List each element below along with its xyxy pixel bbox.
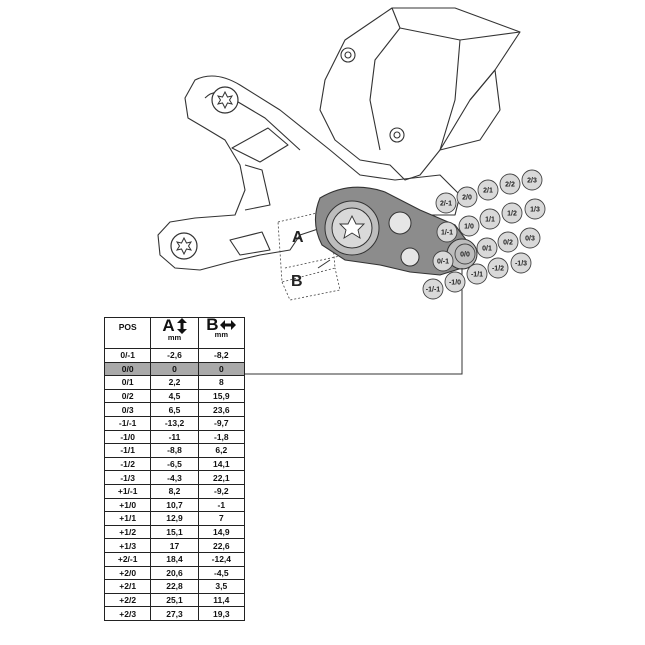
table-cell-pos: 0/3 [105,403,151,417]
table-cell-a: -6,5 [151,457,198,471]
position-circle [520,228,540,248]
table-cell-a: 6,5 [151,403,198,417]
table-row [105,389,245,403]
table-cell-a: 4,5 [151,389,198,403]
table-cell-b: 15,9 [198,389,244,403]
table-cell-b: 0 [198,362,244,376]
table-cell-a: 0 [151,362,198,376]
table-cell-b: -12,4 [198,552,244,566]
position-table [104,314,245,621]
position-label: 1/-1 [440,229,454,237]
table-row [105,349,245,363]
table-cell-pos: -1/2 [105,457,151,471]
table-cell-b: 23,6 [198,403,244,417]
table-cell-b: 19,3 [198,607,244,621]
table-row [105,498,245,512]
label-b: B [291,273,303,290]
table-header-row [105,318,245,349]
table-cell-a: 12,9 [151,512,198,526]
header-pos: POS [105,318,151,349]
position-circle [477,238,497,258]
position-circle [502,203,522,223]
table-cell-pos: 0/2 [105,389,151,403]
table-row [105,416,245,430]
table-cell-pos: 0/0 [105,362,151,376]
table-cell-pos: -1/3 [105,471,151,485]
position-label: 0/1 [482,245,492,253]
table-cell-a: -11 [151,430,198,444]
table-cell-a: 25,1 [151,593,198,607]
table-row [105,539,245,553]
position-label: -1/0 [448,279,462,287]
table-cell-a: 2,2 [151,376,198,390]
position-label: 2/2 [505,181,515,189]
table-cell-a: 18,4 [151,552,198,566]
header-b: B mm [198,318,244,349]
table-cell-b: -4,5 [198,566,244,580]
table-cell-a: 20,6 [151,566,198,580]
position-label: 0/-1 [436,258,450,266]
table-cell-b: -9,2 [198,484,244,498]
table-row [105,512,245,526]
position-circle [500,174,520,194]
table-row [105,552,245,566]
table-cell-b: -9,7 [198,416,244,430]
table-row [105,376,245,390]
table-cell-b: 7 [198,512,244,526]
position-label: 0/0 [460,251,470,259]
position-label: 0/2 [503,239,513,247]
table-row [105,471,245,485]
position-circles [423,170,545,299]
frame-bracket [320,8,520,180]
table-cell-b: 8 [198,376,244,390]
torx-bolt-upper [212,87,238,113]
position-label: -1/2 [491,265,505,273]
table-cell-pos: +2/3 [105,607,151,621]
position-label: 1/0 [464,223,474,231]
header-a: A mm [151,318,198,349]
table-cell-pos: -1/0 [105,430,151,444]
table-cell-pos: +1/2 [105,525,151,539]
position-circle [455,244,475,264]
table-cell-b: -1,8 [198,430,244,444]
table-cell-b: 3,5 [198,580,244,594]
position-circle [445,272,465,292]
position-circle [511,253,531,273]
position-label: -1/-1 [425,286,441,294]
position-circle [498,232,518,252]
table-cell-a: 15,1 [151,525,198,539]
position-label: 2/0 [462,194,472,202]
table-cell-b: 22,6 [198,539,244,553]
table-row [105,457,245,471]
table-cell-pos: +1/0 [105,498,151,512]
table-cell-a: -4,3 [151,471,198,485]
table-cell-b: 22,1 [198,471,244,485]
position-label: 1/2 [507,210,517,218]
table-row [105,403,245,417]
table-cell-pos: +2/1 [105,580,151,594]
position-label: -1/1 [470,271,484,279]
table-cell-pos: 0/-1 [105,349,151,363]
position-label: -1/3 [514,260,528,268]
position-circle [457,187,477,207]
table-cell-a: -8,8 [151,444,198,458]
table-row [105,566,245,580]
table-row [105,580,245,594]
table-row [105,593,245,607]
table-cell-pos: -1/1 [105,444,151,458]
table-cell-pos: +1/1 [105,512,151,526]
position-circle [437,222,457,242]
table-cell-pos: +1/3 [105,539,151,553]
table-cell-a: 10,7 [151,498,198,512]
table-cell-b: 11,4 [198,593,244,607]
position-circle [433,251,453,271]
table-row [105,484,245,498]
position-circle [525,199,545,219]
table-cell-pos: +2/2 [105,593,151,607]
table-body [105,349,245,621]
table-cell-pos: +1/-1 [105,484,151,498]
table-cell-pos: -1/-1 [105,416,151,430]
torx-bolt-lower [171,233,197,259]
table-cell-a: 17 [151,539,198,553]
table-cell-pos: 0/1 [105,376,151,390]
position-circle [436,193,456,213]
table-cell-a: -13,2 [151,416,198,430]
table-cell-pos: +2/-1 [105,552,151,566]
table-row [105,607,245,621]
table-row [105,430,245,444]
table-cell-a: 22,8 [151,580,198,594]
table-cell-a: -2,6 [151,349,198,363]
position-label: 2/3 [527,177,537,185]
table-row [105,444,245,458]
table-cell-b: -8,2 [198,349,244,363]
table-cell-a: 8,2 [151,484,198,498]
position-circle [522,170,542,190]
position-label: 2/-1 [439,200,453,208]
position-label: 2/1 [483,187,493,195]
position-label: 1/1 [485,216,495,224]
position-circle [480,209,500,229]
table-row [105,362,245,376]
position-circle [488,258,508,278]
position-label: 0/3 [525,235,535,243]
table-cell-b: -1 [198,498,244,512]
position-circle [459,216,479,236]
label-a: A [292,229,304,246]
position-circle [478,180,498,200]
table-cell-b: 14,9 [198,525,244,539]
position-label: 1/3 [530,206,540,214]
table-cell-b: 6,2 [198,444,244,458]
position-circle [423,279,443,299]
table-cell-b: 14,1 [198,457,244,471]
table-cell-pos: +2/0 [105,566,151,580]
position-circle [467,264,487,284]
table-cell-a: 27,3 [151,607,198,621]
table-row [105,525,245,539]
